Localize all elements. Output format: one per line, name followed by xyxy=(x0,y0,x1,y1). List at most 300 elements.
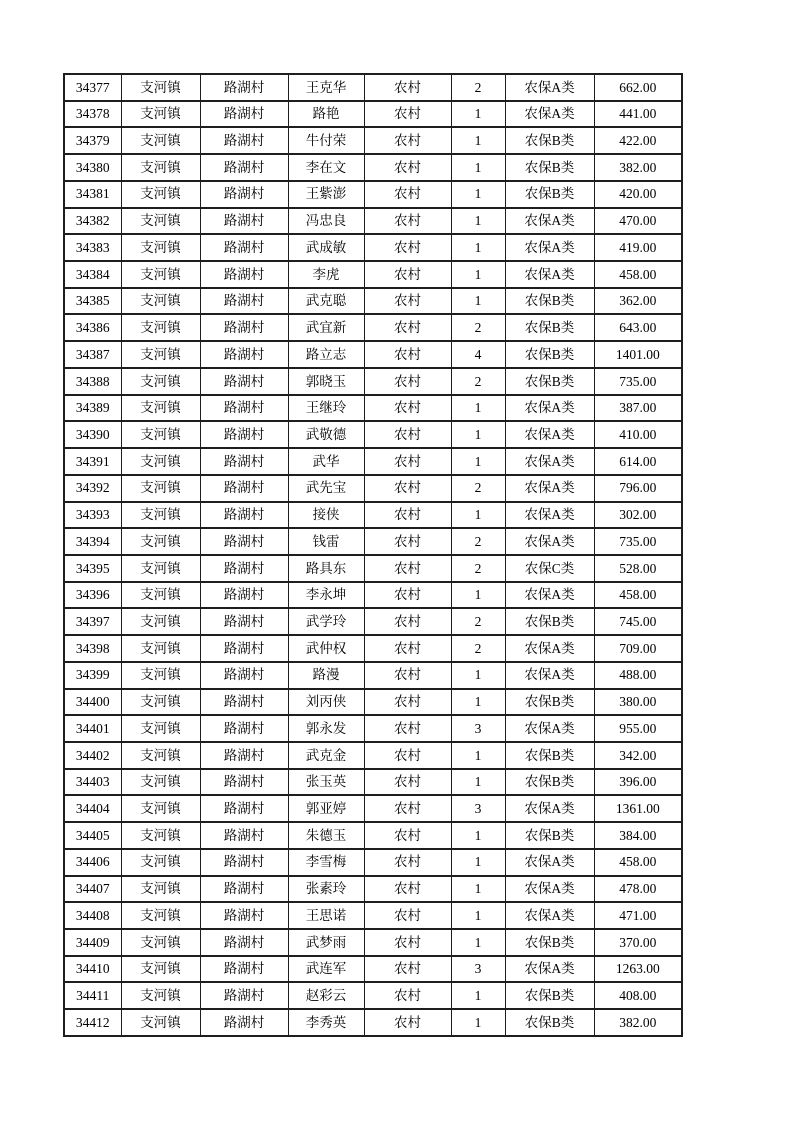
cell-village: 路湖村 xyxy=(200,154,288,181)
cell-insurance_category: 农保C类 xyxy=(505,555,594,582)
table-row xyxy=(64,181,682,208)
cell-amount: 387.00 xyxy=(594,395,682,422)
table-row xyxy=(64,288,682,315)
cell-insurance_category: 农保B类 xyxy=(505,769,594,796)
cell-town: 支河镇 xyxy=(121,795,200,822)
table-row xyxy=(64,956,682,983)
table-row xyxy=(64,74,682,101)
cell-amount: 709.00 xyxy=(594,635,682,662)
cell-person_count: 1 xyxy=(451,902,505,929)
table-row xyxy=(64,528,682,555)
cell-village: 路湖村 xyxy=(200,929,288,956)
cell-person_count: 2 xyxy=(451,608,505,635)
cell-insurance_category: 农保A类 xyxy=(505,715,594,742)
cell-town: 支河镇 xyxy=(121,395,200,422)
records-table-body xyxy=(64,74,682,1036)
cell-name: 李在文 xyxy=(288,154,364,181)
cell-insurance_category: 农保A类 xyxy=(505,101,594,128)
records-table xyxy=(63,73,683,1037)
cell-name: 接侠 xyxy=(288,502,364,529)
cell-town: 支河镇 xyxy=(121,1009,200,1036)
cell-town: 支河镇 xyxy=(121,902,200,929)
cell-id: 34411 xyxy=(64,982,121,1009)
cell-village: 路湖村 xyxy=(200,555,288,582)
table-row xyxy=(64,742,682,769)
cell-amount: 614.00 xyxy=(594,448,682,475)
cell-residence_type: 农村 xyxy=(364,288,451,315)
cell-insurance_category: 农保A类 xyxy=(505,849,594,876)
cell-residence_type: 农村 xyxy=(364,101,451,128)
cell-town: 支河镇 xyxy=(121,555,200,582)
cell-name: 朱德玉 xyxy=(288,822,364,849)
cell-residence_type: 农村 xyxy=(364,689,451,716)
cell-person_count: 4 xyxy=(451,341,505,368)
cell-amount: 955.00 xyxy=(594,715,682,742)
cell-residence_type: 农村 xyxy=(364,956,451,983)
cell-name: 赵彩云 xyxy=(288,982,364,1009)
cell-town: 支河镇 xyxy=(121,635,200,662)
cell-residence_type: 农村 xyxy=(364,208,451,235)
cell-amount: 735.00 xyxy=(594,528,682,555)
cell-id: 34384 xyxy=(64,261,121,288)
cell-name: 武宜新 xyxy=(288,314,364,341)
cell-town: 支河镇 xyxy=(121,876,200,903)
cell-name: 武梦雨 xyxy=(288,929,364,956)
cell-town: 支河镇 xyxy=(121,822,200,849)
table-row xyxy=(64,876,682,903)
cell-town: 支河镇 xyxy=(121,368,200,395)
cell-insurance_category: 农保A类 xyxy=(505,261,594,288)
cell-village: 路湖村 xyxy=(200,475,288,502)
cell-person_count: 2 xyxy=(451,555,505,582)
cell-town: 支河镇 xyxy=(121,234,200,261)
cell-amount: 662.00 xyxy=(594,74,682,101)
cell-residence_type: 农村 xyxy=(364,448,451,475)
cell-insurance_category: 农保A类 xyxy=(505,662,594,689)
cell-person_count: 2 xyxy=(451,475,505,502)
cell-amount: 458.00 xyxy=(594,582,682,609)
cell-residence_type: 农村 xyxy=(364,582,451,609)
cell-village: 路湖村 xyxy=(200,368,288,395)
cell-village: 路湖村 xyxy=(200,982,288,1009)
table-row xyxy=(64,154,682,181)
cell-name: 路漫 xyxy=(288,662,364,689)
cell-town: 支河镇 xyxy=(121,475,200,502)
cell-town: 支河镇 xyxy=(121,448,200,475)
table-row xyxy=(64,341,682,368)
cell-town: 支河镇 xyxy=(121,982,200,1009)
table-row xyxy=(64,127,682,154)
cell-id: 34405 xyxy=(64,822,121,849)
cell-name: 李永坤 xyxy=(288,582,364,609)
cell-residence_type: 农村 xyxy=(364,74,451,101)
cell-name: 张素玲 xyxy=(288,876,364,903)
cell-town: 支河镇 xyxy=(121,502,200,529)
cell-town: 支河镇 xyxy=(121,956,200,983)
cell-name: 武华 xyxy=(288,448,364,475)
table-row xyxy=(64,689,682,716)
cell-id: 34409 xyxy=(64,929,121,956)
cell-village: 路湖村 xyxy=(200,448,288,475)
cell-village: 路湖村 xyxy=(200,662,288,689)
cell-name: 郭永发 xyxy=(288,715,364,742)
cell-amount: 458.00 xyxy=(594,261,682,288)
cell-person_count: 1 xyxy=(451,101,505,128)
cell-amount: 471.00 xyxy=(594,902,682,929)
cell-amount: 380.00 xyxy=(594,689,682,716)
cell-insurance_category: 农保A类 xyxy=(505,902,594,929)
cell-name: 李虎 xyxy=(288,261,364,288)
cell-id: 34390 xyxy=(64,421,121,448)
cell-person_count: 1 xyxy=(451,769,505,796)
cell-name: 王克华 xyxy=(288,74,364,101)
cell-village: 路湖村 xyxy=(200,127,288,154)
cell-person_count: 2 xyxy=(451,74,505,101)
cell-town: 支河镇 xyxy=(121,769,200,796)
cell-town: 支河镇 xyxy=(121,341,200,368)
cell-residence_type: 农村 xyxy=(364,234,451,261)
cell-amount: 458.00 xyxy=(594,849,682,876)
cell-person_count: 1 xyxy=(451,929,505,956)
cell-village: 路湖村 xyxy=(200,608,288,635)
cell-name: 王思诺 xyxy=(288,902,364,929)
cell-village: 路湖村 xyxy=(200,769,288,796)
cell-amount: 342.00 xyxy=(594,742,682,769)
cell-residence_type: 农村 xyxy=(364,475,451,502)
cell-id: 34386 xyxy=(64,314,121,341)
cell-residence_type: 农村 xyxy=(364,368,451,395)
cell-residence_type: 农村 xyxy=(364,982,451,1009)
cell-town: 支河镇 xyxy=(121,742,200,769)
cell-village: 路湖村 xyxy=(200,395,288,422)
cell-village: 路湖村 xyxy=(200,902,288,929)
cell-person_count: 3 xyxy=(451,715,505,742)
cell-residence_type: 农村 xyxy=(364,1009,451,1036)
cell-person_count: 2 xyxy=(451,314,505,341)
cell-person_count: 2 xyxy=(451,368,505,395)
cell-residence_type: 农村 xyxy=(364,502,451,529)
cell-insurance_category: 农保B类 xyxy=(505,288,594,315)
cell-insurance_category: 农保A类 xyxy=(505,448,594,475)
cell-town: 支河镇 xyxy=(121,608,200,635)
cell-person_count: 1 xyxy=(451,181,505,208)
table-row xyxy=(64,208,682,235)
cell-name: 冯忠良 xyxy=(288,208,364,235)
cell-name: 武克金 xyxy=(288,742,364,769)
cell-id: 34395 xyxy=(64,555,121,582)
cell-person_count: 1 xyxy=(451,261,505,288)
cell-amount: 382.00 xyxy=(594,1009,682,1036)
cell-amount: 735.00 xyxy=(594,368,682,395)
cell-town: 支河镇 xyxy=(121,849,200,876)
cell-id: 34389 xyxy=(64,395,121,422)
cell-id: 34382 xyxy=(64,208,121,235)
cell-residence_type: 农村 xyxy=(364,662,451,689)
cell-village: 路湖村 xyxy=(200,288,288,315)
cell-insurance_category: 农保B类 xyxy=(505,689,594,716)
cell-residence_type: 农村 xyxy=(364,395,451,422)
cell-person_count: 1 xyxy=(451,689,505,716)
cell-insurance_category: 农保B类 xyxy=(505,127,594,154)
cell-residence_type: 农村 xyxy=(364,608,451,635)
table-row xyxy=(64,635,682,662)
cell-id: 34407 xyxy=(64,876,121,903)
cell-person_count: 1 xyxy=(451,421,505,448)
table-row xyxy=(64,395,682,422)
cell-insurance_category: 农保B类 xyxy=(505,314,594,341)
cell-amount: 382.00 xyxy=(594,154,682,181)
cell-insurance_category: 农保A类 xyxy=(505,795,594,822)
cell-amount: 420.00 xyxy=(594,181,682,208)
cell-village: 路湖村 xyxy=(200,742,288,769)
cell-village: 路湖村 xyxy=(200,956,288,983)
cell-id: 34394 xyxy=(64,528,121,555)
table-row xyxy=(64,795,682,822)
cell-residence_type: 农村 xyxy=(364,715,451,742)
cell-name: 武敬德 xyxy=(288,421,364,448)
cell-village: 路湖村 xyxy=(200,181,288,208)
cell-village: 路湖村 xyxy=(200,528,288,555)
cell-town: 支河镇 xyxy=(121,314,200,341)
cell-village: 路湖村 xyxy=(200,502,288,529)
table-row xyxy=(64,234,682,261)
cell-amount: 1401.00 xyxy=(594,341,682,368)
cell-name: 路具东 xyxy=(288,555,364,582)
cell-id: 34393 xyxy=(64,502,121,529)
cell-insurance_category: 农保B类 xyxy=(505,1009,594,1036)
cell-id: 34397 xyxy=(64,608,121,635)
cell-id: 34396 xyxy=(64,582,121,609)
cell-insurance_category: 农保A类 xyxy=(505,876,594,903)
table-row xyxy=(64,769,682,796)
table-row xyxy=(64,1009,682,1036)
cell-insurance_category: 农保B类 xyxy=(505,982,594,1009)
cell-person_count: 1 xyxy=(451,742,505,769)
cell-residence_type: 农村 xyxy=(364,341,451,368)
table-row xyxy=(64,822,682,849)
cell-village: 路湖村 xyxy=(200,421,288,448)
cell-amount: 419.00 xyxy=(594,234,682,261)
cell-name: 武先宝 xyxy=(288,475,364,502)
table-row xyxy=(64,101,682,128)
cell-insurance_category: 农保A类 xyxy=(505,635,594,662)
cell-insurance_category: 农保B类 xyxy=(505,822,594,849)
cell-id: 34391 xyxy=(64,448,121,475)
cell-name: 路艳 xyxy=(288,101,364,128)
cell-amount: 422.00 xyxy=(594,127,682,154)
cell-person_count: 3 xyxy=(451,956,505,983)
cell-village: 路湖村 xyxy=(200,208,288,235)
cell-village: 路湖村 xyxy=(200,876,288,903)
cell-id: 34404 xyxy=(64,795,121,822)
cell-name: 武学玲 xyxy=(288,608,364,635)
cell-person_count: 3 xyxy=(451,795,505,822)
cell-amount: 410.00 xyxy=(594,421,682,448)
cell-name: 刘丙侠 xyxy=(288,689,364,716)
cell-town: 支河镇 xyxy=(121,929,200,956)
cell-id: 34385 xyxy=(64,288,121,315)
cell-amount: 470.00 xyxy=(594,208,682,235)
cell-village: 路湖村 xyxy=(200,74,288,101)
table-row xyxy=(64,421,682,448)
cell-id: 34408 xyxy=(64,902,121,929)
cell-town: 支河镇 xyxy=(121,288,200,315)
cell-id: 34400 xyxy=(64,689,121,716)
table-row xyxy=(64,929,682,956)
cell-insurance_category: 农保A类 xyxy=(505,582,594,609)
cell-residence_type: 农村 xyxy=(364,929,451,956)
cell-residence_type: 农村 xyxy=(364,421,451,448)
cell-residence_type: 农村 xyxy=(364,314,451,341)
cell-person_count: 2 xyxy=(451,635,505,662)
cell-person_count: 1 xyxy=(451,395,505,422)
cell-name: 王继玲 xyxy=(288,395,364,422)
cell-village: 路湖村 xyxy=(200,822,288,849)
cell-amount: 528.00 xyxy=(594,555,682,582)
cell-amount: 478.00 xyxy=(594,876,682,903)
cell-name: 张玉英 xyxy=(288,769,364,796)
cell-name: 郭晓玉 xyxy=(288,368,364,395)
cell-person_count: 1 xyxy=(451,982,505,1009)
cell-amount: 488.00 xyxy=(594,662,682,689)
cell-village: 路湖村 xyxy=(200,341,288,368)
cell-town: 支河镇 xyxy=(121,528,200,555)
cell-residence_type: 农村 xyxy=(364,528,451,555)
cell-name: 武克聪 xyxy=(288,288,364,315)
cell-town: 支河镇 xyxy=(121,74,200,101)
cell-town: 支河镇 xyxy=(121,154,200,181)
cell-person_count: 2 xyxy=(451,528,505,555)
cell-id: 34412 xyxy=(64,1009,121,1036)
cell-residence_type: 农村 xyxy=(364,742,451,769)
cell-town: 支河镇 xyxy=(121,208,200,235)
cell-insurance_category: 农保A类 xyxy=(505,74,594,101)
cell-id: 34402 xyxy=(64,742,121,769)
table-row xyxy=(64,662,682,689)
cell-town: 支河镇 xyxy=(121,421,200,448)
cell-person_count: 1 xyxy=(451,849,505,876)
cell-town: 支河镇 xyxy=(121,689,200,716)
cell-insurance_category: 农保B类 xyxy=(505,742,594,769)
cell-id: 34388 xyxy=(64,368,121,395)
table-row xyxy=(64,261,682,288)
cell-id: 34383 xyxy=(64,234,121,261)
table-row xyxy=(64,982,682,1009)
cell-amount: 384.00 xyxy=(594,822,682,849)
table-row xyxy=(64,475,682,502)
cell-residence_type: 农村 xyxy=(364,849,451,876)
cell-residence_type: 农村 xyxy=(364,795,451,822)
cell-id: 34406 xyxy=(64,849,121,876)
cell-insurance_category: 农保A类 xyxy=(505,208,594,235)
cell-person_count: 1 xyxy=(451,208,505,235)
table-row xyxy=(64,715,682,742)
cell-amount: 745.00 xyxy=(594,608,682,635)
cell-name: 武成敏 xyxy=(288,234,364,261)
cell-residence_type: 农村 xyxy=(364,127,451,154)
cell-amount: 408.00 xyxy=(594,982,682,1009)
cell-id: 34401 xyxy=(64,715,121,742)
cell-person_count: 1 xyxy=(451,502,505,529)
cell-insurance_category: 农保B类 xyxy=(505,608,594,635)
cell-village: 路湖村 xyxy=(200,1009,288,1036)
cell-insurance_category: 农保B类 xyxy=(505,154,594,181)
cell-id: 34399 xyxy=(64,662,121,689)
cell-person_count: 1 xyxy=(451,234,505,261)
cell-person_count: 1 xyxy=(451,662,505,689)
cell-person_count: 1 xyxy=(451,154,505,181)
cell-name: 李雪梅 xyxy=(288,849,364,876)
cell-amount: 370.00 xyxy=(594,929,682,956)
cell-residence_type: 农村 xyxy=(364,635,451,662)
cell-insurance_category: 农保A类 xyxy=(505,956,594,983)
cell-name: 钱雷 xyxy=(288,528,364,555)
cell-amount: 1263.00 xyxy=(594,956,682,983)
cell-name: 李秀英 xyxy=(288,1009,364,1036)
cell-residence_type: 农村 xyxy=(364,876,451,903)
cell-residence_type: 农村 xyxy=(364,822,451,849)
cell-town: 支河镇 xyxy=(121,101,200,128)
cell-amount: 396.00 xyxy=(594,769,682,796)
cell-village: 路湖村 xyxy=(200,234,288,261)
table-row xyxy=(64,448,682,475)
cell-town: 支河镇 xyxy=(121,181,200,208)
cell-insurance_category: 农保A类 xyxy=(505,395,594,422)
cell-insurance_category: 农保B类 xyxy=(505,368,594,395)
cell-name: 武仲权 xyxy=(288,635,364,662)
cell-person_count: 1 xyxy=(451,288,505,315)
table-row xyxy=(64,582,682,609)
cell-insurance_category: 农保A类 xyxy=(505,421,594,448)
cell-town: 支河镇 xyxy=(121,582,200,609)
table-row xyxy=(64,902,682,929)
cell-person_count: 1 xyxy=(451,127,505,154)
cell-id: 34403 xyxy=(64,769,121,796)
cell-name: 路立志 xyxy=(288,341,364,368)
cell-amount: 643.00 xyxy=(594,314,682,341)
cell-town: 支河镇 xyxy=(121,715,200,742)
cell-amount: 302.00 xyxy=(594,502,682,529)
cell-village: 路湖村 xyxy=(200,582,288,609)
table-row xyxy=(64,502,682,529)
cell-village: 路湖村 xyxy=(200,689,288,716)
cell-person_count: 1 xyxy=(451,582,505,609)
cell-amount: 796.00 xyxy=(594,475,682,502)
cell-id: 34377 xyxy=(64,74,121,101)
cell-residence_type: 农村 xyxy=(364,902,451,929)
cell-name: 王紫澎 xyxy=(288,181,364,208)
cell-insurance_category: 农保A类 xyxy=(505,528,594,555)
cell-village: 路湖村 xyxy=(200,849,288,876)
cell-person_count: 1 xyxy=(451,822,505,849)
cell-id: 34398 xyxy=(64,635,121,662)
cell-id: 34387 xyxy=(64,341,121,368)
table-row xyxy=(64,608,682,635)
table-row xyxy=(64,555,682,582)
cell-person_count: 1 xyxy=(451,448,505,475)
cell-id: 34378 xyxy=(64,101,121,128)
cell-name: 武连军 xyxy=(288,956,364,983)
cell-town: 支河镇 xyxy=(121,127,200,154)
table-row xyxy=(64,849,682,876)
cell-id: 34410 xyxy=(64,956,121,983)
cell-name: 牛付荣 xyxy=(288,127,364,154)
cell-insurance_category: 农保B类 xyxy=(505,181,594,208)
cell-residence_type: 农村 xyxy=(364,769,451,796)
cell-residence_type: 农村 xyxy=(364,261,451,288)
cell-person_count: 1 xyxy=(451,1009,505,1036)
cell-town: 支河镇 xyxy=(121,662,200,689)
